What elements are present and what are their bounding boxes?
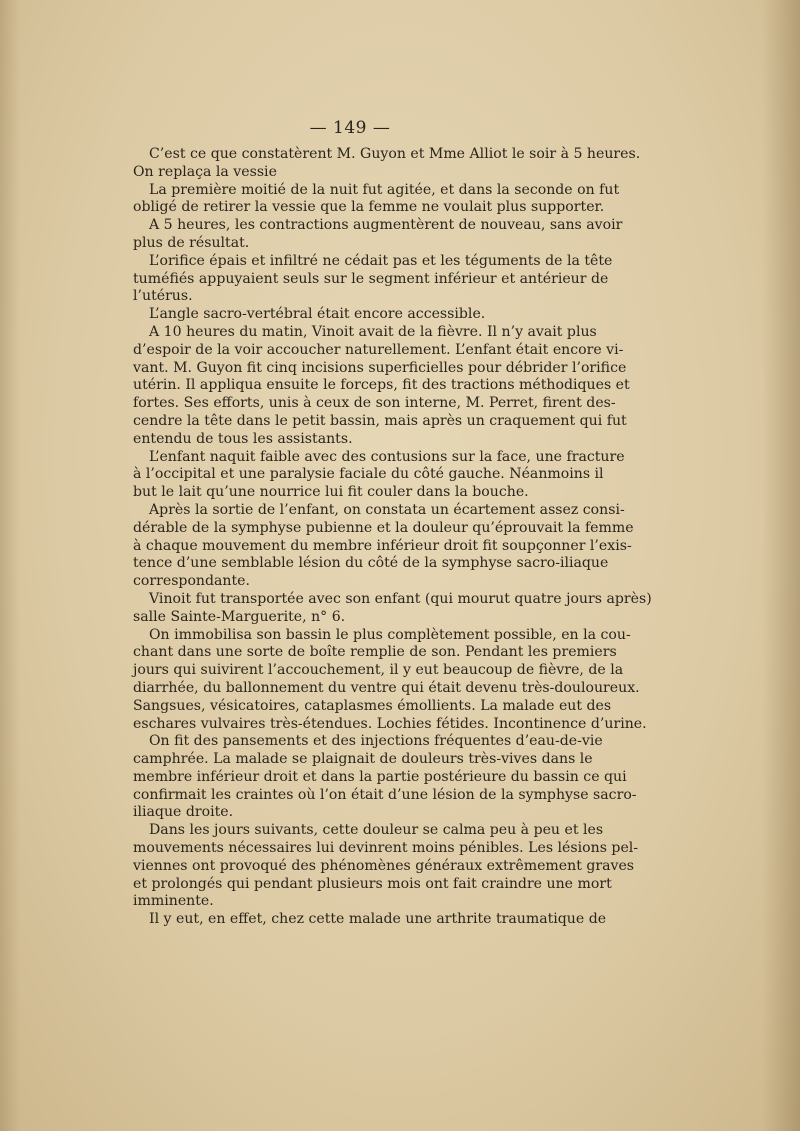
text-line: L’enfant naquit faible avec des contusions sur la face, une fracture xyxy=(149,448,625,465)
text-line: camphrée. La malade se plaignait de douleurs très-vives dans le xyxy=(133,751,593,768)
text-line: Après la sortie de l’enfant, on constata un écartement assez consi- xyxy=(149,501,625,518)
text-line: viennes ont provoqué des phénomènes généraux extrêmement graves xyxy=(133,857,635,874)
text-line: obligé de retirer la vessie que la femme ne voulait plus supporter. xyxy=(133,199,605,216)
text-line: eschares vulvaires très-étendues. Lochies fétides. Incontinence d’urine. xyxy=(133,715,647,732)
text-line: correspondante. xyxy=(133,573,250,590)
text-line: plus de résultat. xyxy=(133,234,250,251)
text-line: d’espoir de la voir accoucher naturellement. L’enfant était encore vi- xyxy=(133,341,624,358)
text-line: chant dans une sorte de boîte remplie de son. Pendant les premiers xyxy=(133,644,617,661)
text-line: On fit des pansements et des injections fréquentes d’eau-de-vie xyxy=(149,733,603,750)
text-line: membre inférieur droit et dans la partie postérieure du bassin ce qui xyxy=(133,768,627,785)
text-line: Sangsues, vésicatoires, cataplasmes émollients. La malade eut des xyxy=(133,697,612,714)
text-line: On replaça la vessie xyxy=(133,163,277,180)
text-line: Vinoit fut transportée avec son enfant (qui mourut quatre jours après) xyxy=(149,590,652,607)
text-line: dérable de la symphyse pubienne et la douleur qu’éprouvait la femme xyxy=(133,519,634,536)
page-number: — 149 — xyxy=(309,118,391,138)
text-line: On immobilisa son bassin le plus complètement possible, en la cou- xyxy=(149,626,631,643)
text-line: L’orifice épais et infiltré ne cédait pas et les téguments de la tête xyxy=(149,252,613,269)
text-line: but le lait qu’une nourrice lui fit couler dans la bouche. xyxy=(133,484,529,501)
text-line: tuméfiés appuyaient seuls sur le segment inférieur et antérieur de xyxy=(133,270,609,287)
text-line: fortes. Ses efforts, unis à ceux de son interne, M. Perret, firent des- xyxy=(133,395,616,412)
body-text xyxy=(133,146,652,929)
text-line: tence d’une semblable lésion du côté de la symphyse sacro-iliaque xyxy=(133,555,609,572)
text-line: imminente. xyxy=(133,893,214,910)
text-line: Dans les jours suivants, cette douleur se calma peu à peu et les xyxy=(149,822,604,839)
text-line: jours qui suivirent l’accouchement, il y eut beaucoup de fièvre, de la xyxy=(133,662,624,679)
page-shadow-left xyxy=(0,0,20,1131)
text-line: C’est ce que constatèrent M. Guyon et Mme Alliot le soir à 5 heures. xyxy=(149,146,641,162)
text-line: Il y eut, en effet, chez cette malade une arthrite traumatique de xyxy=(149,911,607,928)
text-line: L’angle sacro-vertébral était encore accessible. xyxy=(149,306,486,323)
text-line: La première moitié de la nuit fut agitée, et dans la seconde on fut xyxy=(149,181,620,198)
page-shadow-right xyxy=(762,0,800,1131)
text-line: et prolongés qui pendant plusieurs mois ont fait craindre une mort xyxy=(133,875,612,892)
text-line: confirmait les craintes où l’on était d’une lésion de la symphyse sacro- xyxy=(133,786,637,803)
text-line: entendu de tous les assistants. xyxy=(133,430,353,447)
text-line: l’utérus. xyxy=(133,288,193,305)
text-line: vant. M. Guyon fit cinq incisions superficielles pour débrider l’orifice xyxy=(133,359,627,376)
text-line: à chaque mouvement du membre inférieur droit fit soupçonner l’exis- xyxy=(133,537,632,554)
text-line: salle Sainte-Marguerite, n° 6. xyxy=(133,608,346,625)
text-line: mouvements nécessaires lui devinrent moins pénibles. Les lésions pel- xyxy=(133,840,639,857)
text-line: cendre la tête dans le petit bassin, mais après un craquement qui fut xyxy=(133,412,627,429)
text-line: à l’occipital et une paralysie faciale du côté gauche. Néanmoins il xyxy=(133,466,604,483)
text-line: iliaque droite. xyxy=(133,804,234,821)
text-line: utérin. Il appliqua ensuite le forceps, fit des tractions méthodiques et xyxy=(133,377,630,394)
text-line: A 10 heures du matin, Vinoit avait de la fièvre. Il n’y avait plus xyxy=(149,323,597,340)
text-line: diarrhée, du ballonnement du ventre qui était devenu très-douloureux. xyxy=(133,679,640,696)
text-line: A 5 heures, les contractions augmentèrent de nouveau, sans avoir xyxy=(149,217,623,234)
